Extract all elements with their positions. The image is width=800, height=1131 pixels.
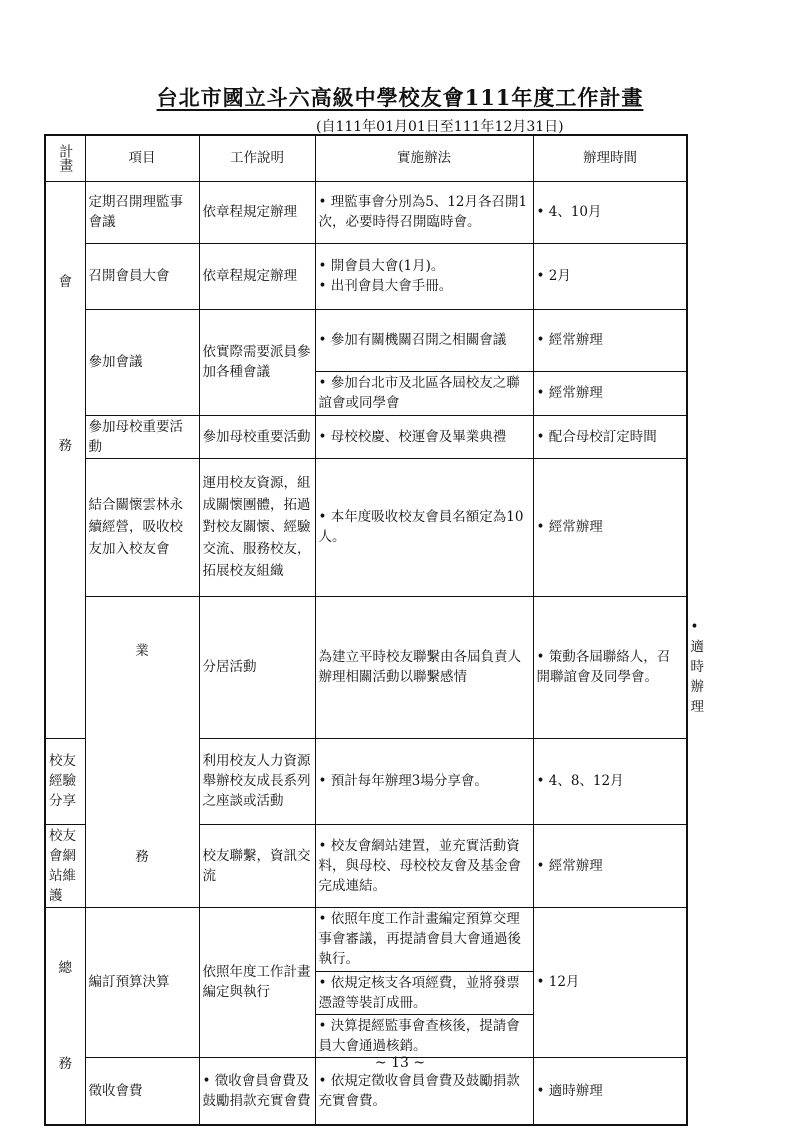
time-cell: • 12月: [533, 907, 687, 1057]
time-cell: • 經常辦理: [533, 824, 687, 907]
work-plan-table: [44, 134, 704, 1126]
item-cell: 召開會員大會: [85, 243, 199, 309]
time-cell: • 配合母校訂定時間: [533, 415, 687, 458]
time-cell: • 2月: [533, 243, 687, 309]
header-item: 項目: [85, 135, 199, 181]
desc-cell: 運用校友資源，組成關懷團體，拓過對校友關懷、經驗交流、服務校友，拓展校友組織: [199, 458, 315, 596]
desc-cell: 依章程規定辦理: [199, 243, 315, 309]
desc-cell: • 徵收會員會費及鼓勵捐款充實會費: [199, 1057, 315, 1125]
item-cell: 校友經驗分享: [45, 738, 85, 824]
desc-cell: 為建立平時校友聯繫由各屆負責人辦理相關活動以聯繫感情: [315, 596, 533, 738]
desc-cell: 利用校友人力資源舉辦校友成長系列之座談或活動: [199, 738, 315, 824]
page-number: ~ 13 ~: [374, 1055, 426, 1071]
item-cell: 編訂預算決算: [85, 907, 199, 1057]
method-cell: • 理監事會分別為5、12月各召開1次，必要時得召開臨時會。: [315, 181, 533, 243]
desc-cell: 參加母校重要活動: [199, 415, 315, 458]
table-row: [45, 415, 687, 458]
document-title: 台北市國立斗六高級中學校友會111年度工作計畫: [156, 85, 644, 110]
method-cell: • 校友會網站建置，並充實活動資料，與母校、母校校友會及基金會完成連結。: [315, 824, 533, 907]
method-cell: • 本年度吸收校友會員名額定為10人。: [315, 458, 533, 596]
method-line: • 開會員大會(1月)。: [318, 258, 445, 274]
method-cell: • 預計每年辦理3場分享會。: [315, 738, 533, 824]
desc-cell: 依章程規定辦理: [199, 181, 315, 243]
table-header-row: [45, 135, 687, 181]
header-method: 實施辦法: [315, 135, 533, 181]
time-cell: • 4、10月: [533, 181, 687, 243]
method-cell: • 參加台北市及北區各屆校友之聯誼會或同學會: [315, 371, 533, 415]
item-cell: 徵收會費: [85, 1057, 199, 1125]
desc-cell: 依照年度工作計畫編定與執行: [199, 907, 315, 1057]
date-range: (自111年01月01日至111年12月31日): [316, 119, 564, 135]
time-cell: • 經常辦理: [533, 458, 687, 596]
item-cell: 分居活動: [199, 596, 315, 738]
method-cell: • 決算提經監事會查核後，提請會員大會通過核銷。: [315, 1014, 533, 1057]
method-cell: [315, 243, 533, 309]
method-cell: • 依規定徵收會員會費及鼓勵捐款充實會費。: [315, 1057, 533, 1125]
item-cell: 定期召開理監事會議: [85, 181, 199, 243]
time-cell: • 4、8、12月: [533, 738, 687, 824]
item-cell: 結合關懷雲林永續經營，吸收校友加入校友會: [85, 458, 199, 596]
method-cell: • 參加有關機關召開之相關會議: [315, 309, 533, 371]
method-cell: • 策動各屆聯絡人，召開聯誼會及同學會。: [533, 596, 687, 738]
category-char: 務: [58, 1055, 72, 1072]
desc-cell: 校友聯繫，資訊交流: [199, 824, 315, 907]
time-cell: • 適時辦理: [533, 1057, 687, 1125]
table-row: [45, 907, 687, 971]
method-cell: • 依規定核支各項經費，並將發票憑證等裝訂成冊。: [315, 971, 533, 1014]
method-cell: • 母校校慶、校運會及畢業典禮: [315, 415, 533, 458]
header-plan: 計畫: [45, 135, 85, 181]
category-char: 業: [135, 642, 149, 659]
table-row: 業 務 分居活動 為建立平時校友聯繫由各屆負責人辦理相關活動以聯繫感情 • 策動各屆聯絡人，召開聯誼會及同學會。 • 適時辦理: [45, 596, 687, 738]
item-cell: 校友會網站維護: [45, 824, 85, 907]
item-cell: 參加母校重要活動: [85, 415, 199, 458]
time-cell: • 經常辦理: [533, 309, 687, 371]
category-char: 總: [58, 959, 72, 976]
table-row: [45, 181, 687, 243]
table-row: [45, 243, 687, 309]
category-yewu: [85, 596, 199, 907]
desc-cell: 依實際需要派員參加各種會議: [199, 309, 315, 415]
time-cell: • 經常辦理: [533, 371, 687, 415]
category-char: 務: [135, 848, 149, 865]
method-line: • 出刊會員大會手冊。: [318, 278, 453, 294]
method-cell: • 依照年度工作計畫編定預算交理事會審議，再提請會員大會通過後執行。: [315, 907, 533, 971]
category-char: 務: [58, 437, 72, 454]
header-time: 辦理時間: [533, 135, 687, 181]
category-zongwu: [45, 907, 85, 1125]
table-row: [45, 458, 687, 596]
category-huiwu: [45, 181, 85, 738]
category-char: 會: [58, 273, 72, 290]
table-row: [45, 309, 687, 371]
item-cell: 參加會議: [85, 309, 199, 415]
header-desc: 工作說明: [199, 135, 315, 181]
